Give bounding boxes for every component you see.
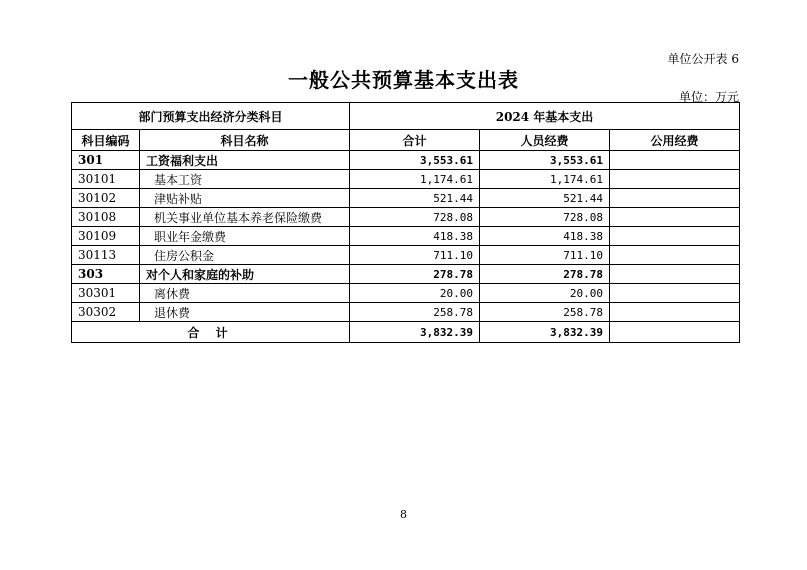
row-total: 728.08	[350, 208, 480, 227]
row-code: 30108	[72, 208, 140, 227]
row-personnel: 258.78	[480, 303, 610, 322]
row-name: 离休费	[140, 284, 350, 303]
table-row	[72, 246, 740, 265]
row-public	[610, 284, 740, 303]
header-group-right: 2024 年基本支出	[350, 103, 740, 130]
row-total: 278.78	[350, 265, 480, 284]
row-personnel: 521.44	[480, 189, 610, 208]
row-code: 301	[72, 151, 140, 170]
page-number: 8	[400, 508, 407, 521]
table-row	[72, 170, 740, 189]
total-label: 合 计	[72, 322, 350, 343]
row-name: 对个人和家庭的补助	[140, 265, 350, 284]
row-code: 30301	[72, 284, 140, 303]
row-code: 30302	[72, 303, 140, 322]
col-total-header: 合计	[350, 130, 480, 151]
table-row	[72, 303, 740, 322]
header-column-row	[72, 130, 740, 151]
total-row	[72, 322, 740, 343]
unit-label: 单位：万元	[678, 90, 739, 104]
total-total: 3,832.39	[350, 322, 480, 343]
row-total: 258.78	[350, 303, 480, 322]
total-personnel: 3,832.39	[480, 322, 610, 343]
table-row	[72, 189, 740, 208]
col-personnel-header: 人员经费	[480, 130, 610, 151]
row-public	[610, 246, 740, 265]
row-name: 职业年金缴费	[140, 227, 350, 246]
table-row	[72, 208, 740, 227]
row-public	[610, 208, 740, 227]
header-group-row	[72, 103, 740, 130]
row-public	[610, 170, 740, 189]
row-name: 基本工资	[140, 170, 350, 189]
row-code: 30109	[72, 227, 140, 246]
row-name: 退休费	[140, 303, 350, 322]
row-name: 津贴补贴	[140, 189, 350, 208]
row-public	[610, 151, 740, 170]
table-row	[72, 284, 740, 303]
row-personnel: 3,553.61	[480, 151, 610, 170]
row-code: 30102	[72, 189, 140, 208]
col-public-header: 公用经费	[610, 130, 740, 151]
table-row	[72, 227, 740, 246]
row-public	[610, 303, 740, 322]
row-personnel: 1,174.61	[480, 170, 610, 189]
table-row	[72, 265, 740, 284]
row-total: 3,553.61	[350, 151, 480, 170]
row-total: 418.38	[350, 227, 480, 246]
row-total: 1,174.61	[350, 170, 480, 189]
row-personnel: 278.78	[480, 265, 610, 284]
row-personnel: 418.38	[480, 227, 610, 246]
row-public	[610, 189, 740, 208]
header-group-left: 部门预算支出经济分类科目	[72, 103, 350, 130]
row-name: 工资福利支出	[140, 151, 350, 170]
row-name: 住房公积金	[140, 246, 350, 265]
row-total: 711.10	[350, 246, 480, 265]
row-public	[610, 265, 740, 284]
row-public	[610, 227, 740, 246]
row-personnel: 711.10	[480, 246, 610, 265]
row-total: 521.44	[350, 189, 480, 208]
budget-table	[71, 102, 740, 343]
row-personnel: 20.00	[480, 284, 610, 303]
col-code-header: 科目编码	[72, 130, 140, 151]
total-public	[610, 322, 740, 343]
table-row	[72, 151, 740, 170]
doc-label: 单位公开表 6	[667, 52, 739, 66]
row-code: 303	[72, 265, 140, 284]
row-total: 20.00	[350, 284, 480, 303]
page-title: 一般公共预算基本支出表	[288, 68, 519, 92]
row-code: 30101	[72, 170, 140, 189]
row-name: 机关事业单位基本养老保险缴费	[140, 208, 350, 227]
row-code: 30113	[72, 246, 140, 265]
row-personnel: 728.08	[480, 208, 610, 227]
col-name-header: 科目名称	[140, 130, 350, 151]
